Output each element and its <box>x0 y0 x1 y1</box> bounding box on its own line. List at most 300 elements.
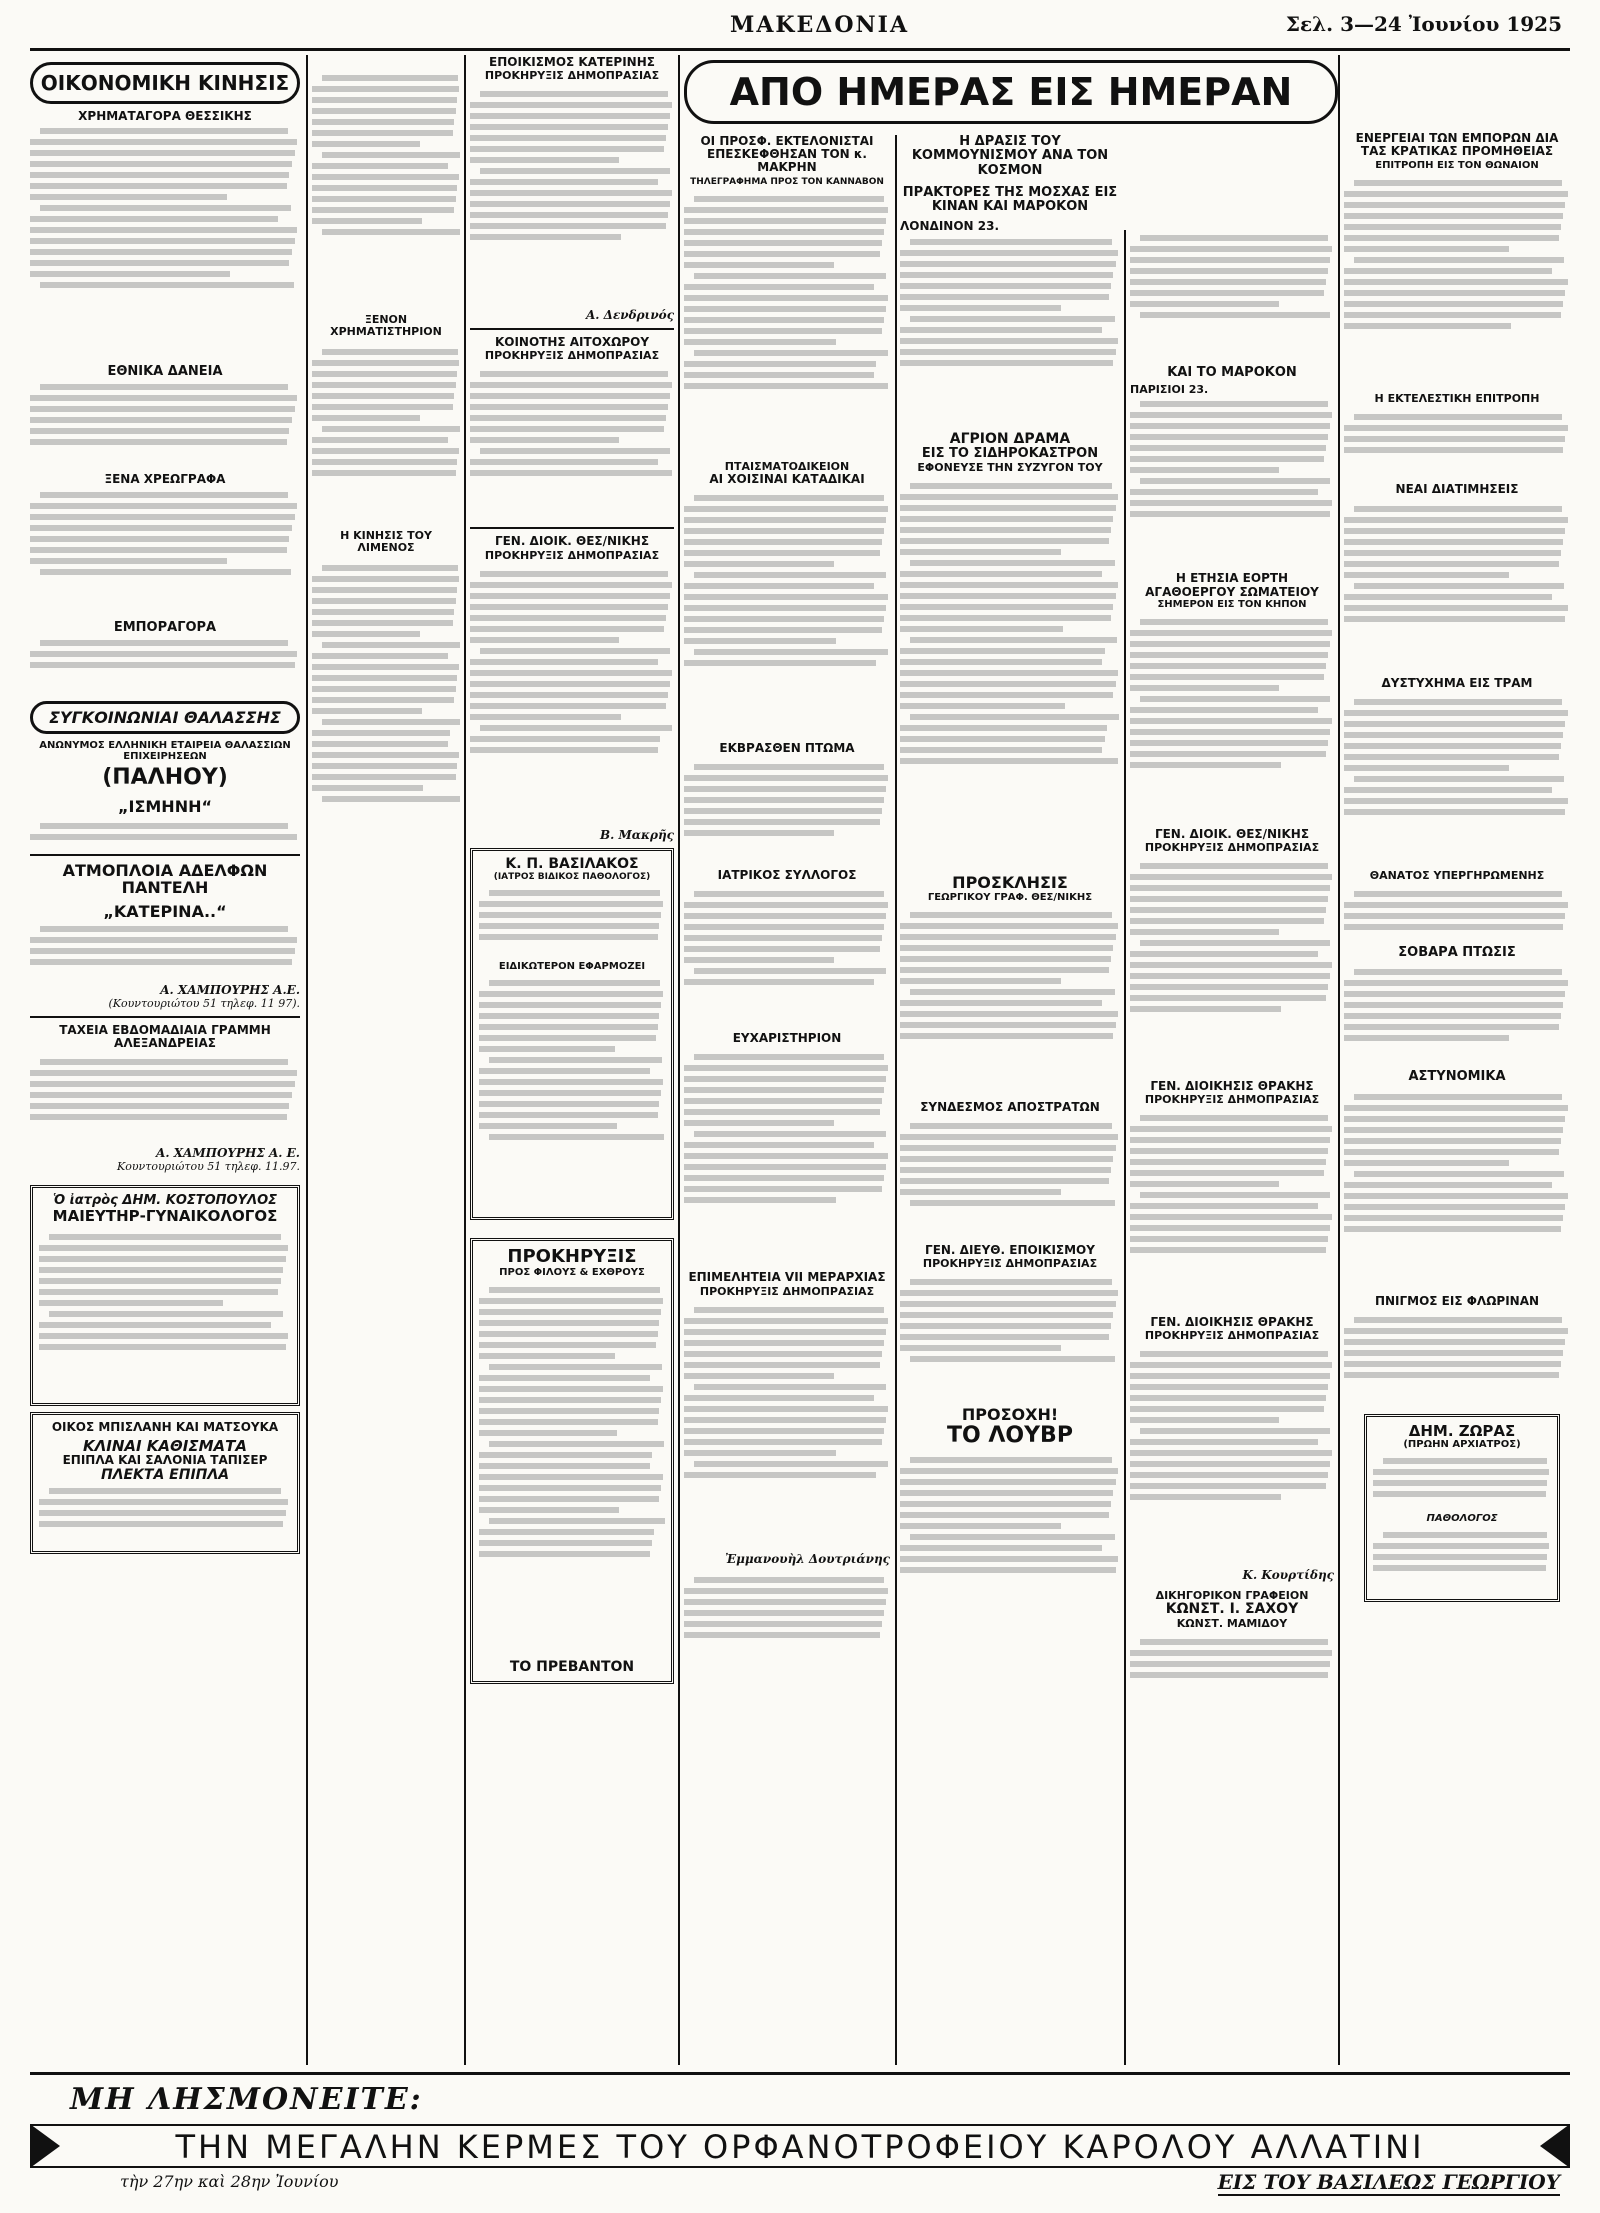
text-line <box>1344 312 1561 318</box>
heading-thanks: ΕΥΧΑΡΙΣΤΗΡΙΟΝ <box>732 1031 842 1046</box>
text-line <box>1344 1116 1565 1122</box>
heading-attention: ΠΡΟΣΟΧΗ! <box>961 1405 1059 1425</box>
fete-text <box>1130 614 1334 828</box>
text-line <box>910 560 1115 566</box>
text-line <box>1130 500 1332 506</box>
text-line <box>480 725 672 731</box>
text-line <box>30 417 292 423</box>
text-line <box>684 1065 888 1071</box>
retired-union-text <box>900 1118 1120 1244</box>
text-line <box>1130 674 1324 680</box>
heading-death-elderly: ΘΑΝΑΤΟΣ ΥΠΕΡΓΗΡΩΜΕΝΗΣ <box>1369 868 1545 882</box>
text-line <box>694 649 888 655</box>
text-line <box>1130 896 1328 902</box>
text-line <box>1383 1458 1547 1464</box>
notice-type: ΠΡΟΚΗΡΥΞΙΣ ΔΗΜΟΠΡΑΣΙΑΣ <box>1144 1093 1320 1107</box>
text-line <box>900 659 1102 665</box>
text-line <box>40 384 288 390</box>
text-line <box>30 558 227 564</box>
text-line <box>900 626 1063 632</box>
text-line <box>694 1131 886 1137</box>
text-line <box>684 797 884 803</box>
law-office-text <box>1130 1634 1334 1694</box>
text-line <box>694 273 886 279</box>
text-line <box>1140 1192 1330 1198</box>
text-line <box>479 1353 615 1359</box>
text-line <box>470 223 666 229</box>
text-line <box>684 506 888 512</box>
heading-florina-drowning: ΠΝΙΓΜΟΣ ΕΙΣ ΦΛΩΡΙΝΑΝ <box>1374 1293 1540 1308</box>
text-line <box>684 819 880 825</box>
text-line <box>900 1145 1116 1151</box>
text-line <box>40 1059 288 1065</box>
heading-foreign-exchange: ΞΕΝΟΝ ΧΡΗΜΑΤΙΣΤΗΡΙΟΝ <box>330 313 442 339</box>
text-line <box>684 251 880 257</box>
theatre-text <box>684 1572 890 1672</box>
text-line <box>470 234 621 240</box>
text-line <box>694 350 888 356</box>
text-line <box>312 174 459 180</box>
text-line <box>489 1441 664 1447</box>
text-line <box>1130 1450 1332 1456</box>
text-line <box>39 1245 288 1251</box>
text-line <box>684 1340 884 1346</box>
text-line <box>489 1057 662 1063</box>
text-line <box>1344 1105 1568 1111</box>
text-line <box>30 547 287 553</box>
text-line <box>49 1488 281 1494</box>
text-line <box>684 284 874 290</box>
text-line <box>479 1463 650 1469</box>
text-line <box>40 282 294 288</box>
ship-name-ismini: „ΙΣΜΗΝΗ“ <box>117 797 212 817</box>
text-line <box>322 426 460 432</box>
text-line <box>312 664 459 670</box>
text-line <box>910 316 1115 322</box>
column-world-news <box>900 135 1120 2065</box>
text-line <box>1130 973 1330 979</box>
text-line <box>1354 1317 1562 1323</box>
exec-committee-text <box>1344 409 1570 483</box>
text-line <box>1130 1203 1318 1209</box>
heading-commodity-market: ΕΜΠΟΡΑΓΟΡΑ <box>113 619 217 635</box>
text-line <box>1130 962 1332 968</box>
doctor-vasilakos-title: (ΙΑΤΡΟΣ ΒΙΔΙΚΟΣ ΠΑΘΟΛΟΓΟΣ) <box>493 871 651 882</box>
text-line <box>900 571 1102 577</box>
text-line <box>1130 652 1328 658</box>
text-line <box>470 692 668 698</box>
heading-alexandria-line: ΤΑΧΕΙΑ ΕΒΔΟΜΑΔΙΑΙΑ ΓΡΑΜΜΗ ΑΛΕΞΑΝΔΡΕΙΑΣ <box>59 1022 271 1050</box>
text-line <box>900 349 1116 355</box>
text-line <box>684 1109 880 1115</box>
police-court-text <box>684 490 890 742</box>
text-line <box>1130 685 1279 691</box>
text-line <box>900 1479 1116 1485</box>
katerini-notice-text <box>470 86 674 308</box>
heading-sidirokastro: ΕΙΣ ΤΟ ΣΙΔΗΡΟΚΑΣΤΡΟΝ <box>921 446 1099 462</box>
heading-foreign-bonds: ΞΕΝΑ ΧΡΕΩΓΡΑΦΑ <box>104 472 226 487</box>
text-line <box>900 670 1118 676</box>
text-line <box>1344 279 1568 285</box>
text-line <box>479 1408 659 1414</box>
text-line <box>1344 1193 1568 1199</box>
text-line <box>684 1472 876 1478</box>
drama-text <box>900 478 1120 874</box>
text-line <box>1344 1204 1565 1210</box>
text-line <box>30 227 297 233</box>
text-line <box>1130 951 1318 957</box>
text-line <box>1344 1013 1561 1019</box>
shop-line-furniture: ΕΠΙΠΛΑ ΚΑΙ ΣΑΛΟΝΙΑ ΤΑΠΙΣΕΡ <box>62 1453 268 1468</box>
text-line <box>684 1610 884 1616</box>
text-line <box>684 229 884 235</box>
text-line <box>1344 246 1509 252</box>
communism-cont-text <box>1130 230 1334 360</box>
shop-line-woven: ΠΛΕΚΤΑ ΕΠΙΠΛΑ <box>100 1466 230 1483</box>
text-line <box>900 1011 1118 1017</box>
text-line <box>694 764 884 770</box>
text-line <box>312 675 457 681</box>
heading-aitochori: ΚΟΙΝΟΤΗΣ ΑΙΤΟΧΩΡΟΥ <box>494 335 650 350</box>
text-line <box>900 338 1118 344</box>
text-line <box>1130 751 1326 757</box>
text-line <box>684 1417 886 1423</box>
text-line <box>40 823 288 829</box>
text-line <box>1354 414 1562 420</box>
text-line <box>684 638 836 644</box>
text-line <box>1130 663 1326 669</box>
text-line <box>1344 743 1561 749</box>
text-line <box>1354 1171 1564 1177</box>
text-line <box>322 229 460 235</box>
invitation-text <box>900 907 1120 1101</box>
settlement-admin-text <box>900 1274 1120 1400</box>
commodity-market-text <box>30 635 300 693</box>
arrow-left-icon <box>30 2124 60 2168</box>
text-line <box>479 1320 659 1326</box>
text-line <box>1344 1127 1563 1133</box>
text-line <box>479 1090 661 1096</box>
text-line <box>470 615 666 621</box>
text-line <box>1130 1148 1328 1154</box>
text-line <box>900 1312 1113 1318</box>
text-line <box>322 796 460 802</box>
text-line <box>1344 550 1561 556</box>
text-line <box>694 196 884 202</box>
text-line <box>479 1397 661 1403</box>
text-line <box>1140 401 1328 407</box>
text-line <box>900 582 1118 588</box>
text-line <box>1130 907 1326 913</box>
text-line <box>470 102 672 108</box>
heading-thrace-admin: ΓΕΝ. ΔΙΟΙΚΗΣΙΣ ΘΡΑΚΗΣ <box>1150 1078 1314 1093</box>
text-line <box>1344 1149 1559 1155</box>
heading-sentences: ΑΙ ΧΟΙΣΙΝΑΙ ΚΑΤΑΔΙΚΑΙ <box>709 471 865 486</box>
text-line <box>479 1123 617 1129</box>
text-line <box>1354 180 1562 186</box>
text-line <box>312 437 448 443</box>
text-line <box>1344 447 1563 453</box>
text-line <box>30 651 297 657</box>
text-line <box>470 703 666 709</box>
company-name-sub: (ΠΑΛΗΟΥ) <box>102 764 228 790</box>
text-line <box>1344 1361 1561 1367</box>
heading-washed-corpse: ΕΚΒΡΑΣΘΕΝ ΠΤΩΜΑ <box>719 740 855 755</box>
text-line <box>684 1621 882 1627</box>
doctor-name: Ὁ ἰατρὸς ΔΗΜ. ΚΟΣΤΟΠΟΥΛΟΣ <box>52 1192 278 1208</box>
text-line <box>1130 1137 1330 1143</box>
text-line <box>40 128 288 134</box>
text-line <box>900 956 1111 962</box>
dateline-london: ΛΟΝΔΙΝΟΝ 23. <box>900 219 1000 234</box>
heading-annual-fete: Η ΕΤΗΣΙΑ ΕΟΡΤΗ <box>1175 571 1289 586</box>
text-line <box>30 271 230 277</box>
morocco-text <box>1130 396 1334 566</box>
text-line <box>684 1588 888 1594</box>
shop-line-beds: ΚΛΙΝΑΙ ΚΑΘΙΣΜΑΤΑ <box>83 1436 247 1455</box>
text-line <box>684 528 884 534</box>
thanks-text <box>684 1049 890 1271</box>
text-line <box>1130 467 1279 473</box>
text-line <box>479 901 663 907</box>
advert-furniture <box>30 1412 300 1554</box>
text-line <box>322 152 460 158</box>
text-line <box>1344 528 1565 534</box>
text-line <box>30 238 295 244</box>
text-line <box>30 216 278 222</box>
heading-gen-admin-thes: ΓΕΝ. ΔΙΟΙΚ. ΘΕΣ/ΝΙΚΗΣ <box>494 534 650 549</box>
alexandria-line-text <box>30 1054 300 1146</box>
section-title-sea-transport: ΣΥΓΚΟΙΝΩΝΙΑΙ ΘΑΛΑΣΣΗΣ <box>30 701 300 734</box>
text-line <box>694 1461 888 1467</box>
dateline-paris: ΠΑΡΙΣΙΟΙ 23. <box>1130 383 1209 397</box>
zoras-text-2 <box>1373 1527 1551 1593</box>
text-line <box>312 470 456 476</box>
text-line <box>470 437 619 443</box>
text-line <box>1344 980 1568 986</box>
text-line <box>1130 1159 1326 1165</box>
heading-serious-fall: ΣΟΒΑΡΑ ΠΤΩΣΙΣ <box>1398 944 1516 960</box>
signature-kourtidis: Κ. Κουρτίδης <box>1242 1568 1334 1583</box>
invitation-sub: ΓΕΩΡΓΙΚΟΥ ΓΡΑΦ. ΘΕΣ/ΝΙΚΗΣ <box>927 891 1093 903</box>
text-line <box>1354 776 1564 782</box>
text-line <box>1344 323 1511 329</box>
text-line <box>900 1301 1116 1307</box>
text-line <box>684 1329 886 1335</box>
text-line <box>1130 268 1328 274</box>
text-line <box>1140 619 1328 625</box>
text-line <box>30 395 297 401</box>
text-line <box>39 1289 278 1295</box>
signature-champouris-2: Α. ΧΑΜΠΟΥΡΗΣ Α. Ε. <box>156 1145 300 1160</box>
text-line <box>1344 1160 1509 1166</box>
text-line <box>40 492 288 498</box>
new-prices-text <box>1344 501 1570 677</box>
column-divider <box>678 55 680 2065</box>
column-divider <box>895 135 897 2065</box>
text-line <box>684 1153 888 1159</box>
stock-exchange-text <box>30 123 300 361</box>
text-line <box>684 627 882 633</box>
text-line <box>470 382 672 388</box>
text-line <box>312 609 454 615</box>
text-line <box>684 262 834 268</box>
text-line <box>900 1000 1102 1006</box>
text-line <box>1130 630 1332 636</box>
text-line <box>684 240 882 246</box>
text-line <box>900 538 1109 544</box>
text-line <box>1373 1469 1549 1475</box>
text-line <box>910 483 1112 489</box>
text-line <box>470 157 619 163</box>
text-line <box>470 146 664 152</box>
foreign-exchange-text <box>312 344 460 524</box>
heading-tram-accident: ΔΥΣΤΥΧΗΜΑ ΕΙΣ ΤΡΑΜ <box>1381 675 1533 690</box>
text-line <box>30 260 289 266</box>
text-line <box>479 1079 663 1085</box>
text-line <box>1130 995 1326 1001</box>
text-line <box>1344 710 1568 716</box>
heading-national-loans: ΕΘΝΙΚΑ ΔΑΝΕΙΑ <box>107 364 223 380</box>
heading-port-traffic: Η ΚΙΝΗΣΙΣ ΤΟΥ ΛΙΜΕΝΟΣ <box>340 529 432 555</box>
text-line <box>312 686 456 692</box>
text-line <box>1130 1417 1279 1423</box>
text-line <box>900 327 1102 333</box>
text-line <box>900 1334 1109 1340</box>
text-line <box>900 1468 1118 1474</box>
text-line <box>479 934 658 940</box>
text-line <box>900 1545 1102 1551</box>
text-line <box>684 1076 886 1082</box>
heading-katerini-settlement: ΕΠΟΙΚΙΣΜΟΣ ΚΑΤΕΡΙΝΗΣ <box>489 55 655 69</box>
text-line <box>39 1300 223 1306</box>
text-line <box>1344 754 1559 760</box>
text-line <box>1344 1350 1563 1356</box>
text-line <box>479 1331 658 1337</box>
text-line <box>900 692 1113 698</box>
text-line <box>30 937 297 943</box>
text-line <box>684 550 880 556</box>
column-divider <box>1124 230 1126 2065</box>
merchants-sub: ΕΠΙΤΡΟΠΗ ΕΙΣ ΤΟΝ ΘΩΝΑΙΟΝ <box>1375 160 1539 172</box>
text-line <box>684 372 874 378</box>
text-line <box>1140 235 1328 241</box>
text-line <box>694 1054 884 1060</box>
text-line <box>312 741 448 747</box>
doctor-specialty: ΜΑΙΕΥΤΗΡ-ΓΥΝΑΙΚΟΛΟΓΟΣ <box>52 1207 278 1226</box>
text-line <box>900 360 1113 366</box>
text-line <box>1140 1639 1328 1645</box>
text-line <box>312 730 450 736</box>
text-line <box>1354 583 1564 589</box>
text-line <box>470 714 621 720</box>
text-line <box>312 653 448 659</box>
text-line <box>30 139 297 145</box>
banner-day-by-day: ΑΠΟ ΗΜΕΡΑΣ ΕΙΣ ΗΜΕΡΑΝ <box>684 60 1338 124</box>
text-line <box>900 283 1111 289</box>
text-line <box>470 681 670 687</box>
vasilakos-text <box>479 885 665 961</box>
text-line <box>479 991 663 997</box>
text-line <box>900 1556 1118 1562</box>
text-line <box>684 1373 834 1379</box>
text-line <box>684 935 882 941</box>
text-line <box>479 923 659 929</box>
text-line <box>470 736 660 742</box>
text-line <box>30 959 292 965</box>
text-line <box>1140 312 1330 318</box>
text-line <box>1344 1372 1559 1378</box>
text-line <box>684 306 886 312</box>
notice-type: ΠΡΟΚΗΡΥΞΙΣ ΔΗΜΟΠΡΑΣΙΑΣ <box>699 1284 875 1298</box>
text-line <box>1130 984 1328 990</box>
notice-type: ΠΡΟΚΗΡΥΞΙΣ ΔΗΜΟΠΡΑΣΙΑΣ <box>484 548 660 562</box>
text-line <box>900 615 1111 621</box>
text-line <box>479 1474 663 1480</box>
text-line <box>480 648 670 654</box>
text-line <box>49 1234 281 1240</box>
heading-charity-society: ΑΓΑΘΟΕΡΓΟΥ ΣΩΜΑΤΕΙΟΥ <box>1145 584 1319 599</box>
text-line <box>312 97 457 103</box>
text-line <box>30 834 297 840</box>
text-line <box>684 616 884 622</box>
heading-customs-agents: ΟΙ ΠΡΟΣΦ. ΕΚΤΕΛΟΝΙΣΤΑΙ ΕΠΕΣΚΕΦΘΗΣΑΝ ΤΟΝ κ. ΜΑΚΡΗΝ <box>700 135 874 175</box>
heading-stock-exchange: ΧΡΗΜΑΤΑΓΟΡΑ ΘΕΣΣΙΚΗΣ <box>78 109 252 123</box>
text-line <box>1344 224 1561 230</box>
text-line <box>900 934 1116 940</box>
text-line <box>39 1333 288 1339</box>
text-line <box>1130 1650 1332 1656</box>
text-line <box>312 459 457 465</box>
text-line <box>1130 718 1332 724</box>
newspaper-title: ΜΑΚΕΔΟΝΙΑ <box>730 12 910 38</box>
text-line <box>1130 740 1328 746</box>
text-line <box>900 294 1109 300</box>
text-line <box>684 775 888 781</box>
text-line <box>312 631 420 637</box>
text-line <box>900 758 1118 764</box>
text-line <box>39 1322 271 1328</box>
text-line <box>684 1632 880 1638</box>
text-line <box>470 582 672 588</box>
text-line <box>1130 489 1318 495</box>
text-line <box>1344 268 1552 274</box>
text-line <box>30 525 292 531</box>
text-line <box>900 923 1118 929</box>
text-line <box>30 948 295 954</box>
heading-communism: Η ΔΡΑΣΙΣ ΤΟΥ ΚΟΜΜΟΥΝΙΣΜΟΥ ΑΝΑ ΤΟΝ ΚΟΣΜΟΝ <box>911 135 1109 178</box>
banner-arrow <box>30 2124 1570 2168</box>
louvre-text <box>900 1452 1120 1618</box>
text-line <box>312 415 420 421</box>
text-line <box>489 1364 662 1370</box>
text-line <box>910 239 1112 245</box>
text-line <box>694 968 886 974</box>
text-line <box>694 1384 886 1390</box>
text-line <box>900 494 1118 500</box>
text-line <box>39 1344 286 1350</box>
text-line <box>900 703 1065 709</box>
signature-dendrinos: Α. Δενδρινός <box>585 308 674 323</box>
section-title-economy: ΟΙΚΟΝΟΜΙΚΗ ΚΙΝΗΣΙΣ <box>30 62 300 104</box>
text-line <box>480 571 668 577</box>
text-line <box>1140 1115 1328 1121</box>
signature-address: (Κουντουριώτου 51 τηλεφ. 11 97). <box>108 996 300 1010</box>
text-line <box>470 604 668 610</box>
text-line <box>312 218 422 224</box>
text-line <box>312 763 457 769</box>
text-line <box>900 1134 1118 1140</box>
